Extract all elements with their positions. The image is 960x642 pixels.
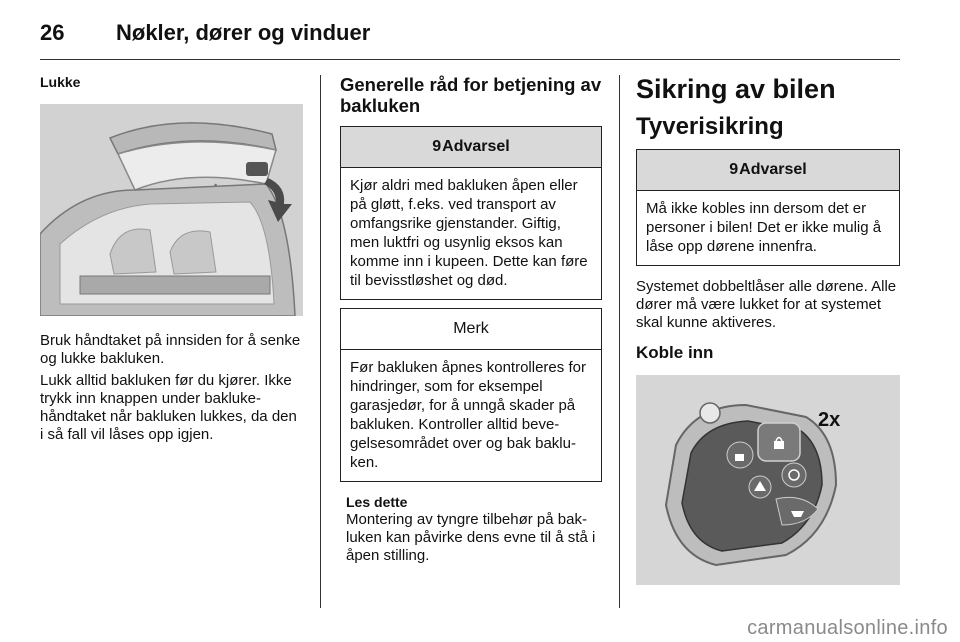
warning-triangle-icon: 9 — [729, 161, 739, 178]
warning-box-header — [341, 127, 601, 168]
page-number: 26 — [40, 20, 65, 45]
warning-text: Kjør aldri med bakluken åpen eller på gløtt, f.eks. ved transport av omfangsrike gjenstander. Giftig, men luktfri og usynlig eksos kan komme inn i kupeen. Dette kan føre til bevisstløshet og død. — [350, 177, 588, 289]
tailgate-illustration — [40, 104, 303, 316]
anti-theft-warning-header — [637, 150, 899, 191]
page-header — [40, 20, 900, 60]
key-fob-illustration — [636, 375, 900, 585]
note-title: Merk — [341, 309, 601, 350]
subheading-anti-theft: Tyverisikring — [636, 113, 784, 140]
section-heading-securing: Sikring av bilen — [636, 74, 836, 104]
column-3 — [636, 74, 900, 585]
anti-theft-warning-title: Advarsel — [739, 161, 807, 178]
read-this-block — [340, 494, 602, 565]
read-this-title: Les dette — [346, 494, 408, 510]
paragraph-close-before-driving: Lukk alltid bakluken før du kjører. Ikke trykk inn knappen under baklukehåndtaket når bakluken lukkes, da den i så fall vil låses opp igjen. — [40, 372, 297, 443]
press-twice-label: 2x — [818, 409, 841, 431]
column-divider-1 — [320, 75, 321, 608]
read-this-text: Montering av tyngre tilbehør på bakluken kan påvirke dens evne til å stå i åpen stilling. — [346, 511, 596, 564]
anti-theft-warning-text: Må ikke kobles inn dersom det er personer i bilen! Det er ikke mulig å låse opp dørene innenfra. — [646, 200, 882, 255]
page-title: Nøkler, dører og vinduer — [116, 20, 371, 45]
column-2 — [340, 74, 602, 565]
paragraph-double-lock: Systemet dobbeltlåser alle dørene. Alle dører må være lukket for at systemet skal kunne aktiveres. — [636, 278, 897, 331]
watermark: carmanualsonline.info — [747, 617, 948, 639]
warning-triangle-icon: 9 — [432, 138, 442, 155]
note-text: Før bakluken åpnes kontrolleres for hindringer, som for eksempel garasjedør, for å unngå skader på bakluken. Kontroller alltid bevegelsesområdet over og bak bakluken. — [350, 359, 586, 471]
warning-box — [340, 126, 602, 300]
column-1 — [40, 74, 303, 444]
warning-title: Advarsel — [442, 138, 510, 155]
column-divider-2 — [619, 75, 620, 608]
anti-theft-warning-box — [636, 149, 900, 266]
section-heading-general-advice: Generelle råd for betjening av bakluken — [340, 74, 602, 116]
note-box — [340, 308, 602, 482]
section-heading-lukke: Lukke — [40, 74, 81, 90]
paragraph-lower-tailgate: Bruk håndtaket på innsiden for å senke og lukke bakluken. — [40, 332, 301, 367]
subheading-activate: Koble inn — [636, 343, 714, 362]
header-rule — [40, 59, 900, 60]
